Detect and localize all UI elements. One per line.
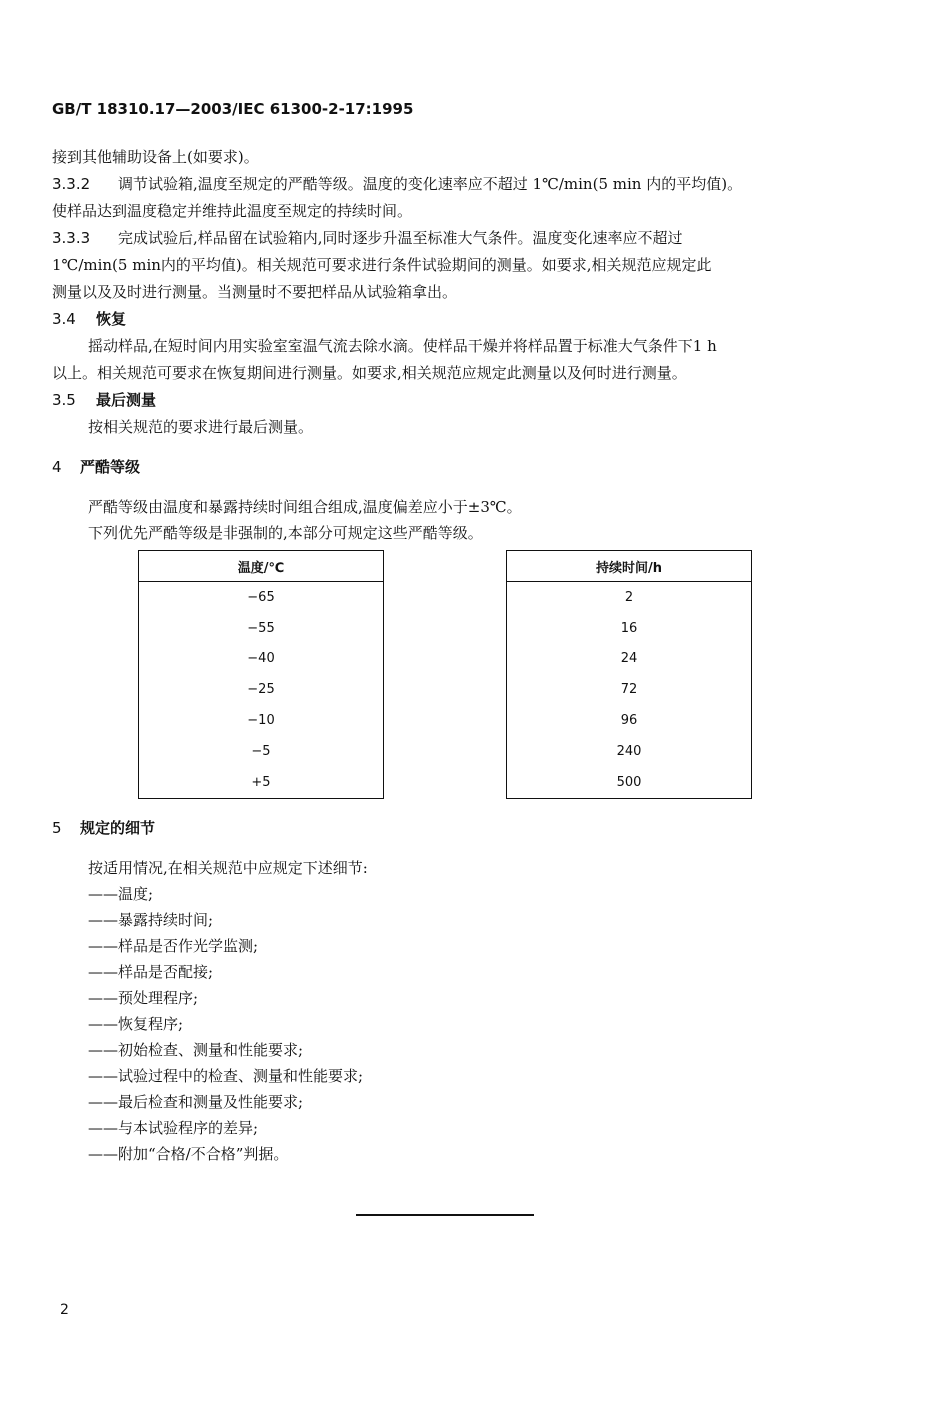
detail-list-item: ——样品是否作光学监测; bbox=[88, 937, 259, 955]
section-4-line-1: 严酷等级由温度和暴露持续时间组合组成,温度偏差应小于±3℃。 bbox=[88, 498, 522, 516]
duration-table bbox=[506, 550, 752, 799]
detail-list-item: ——初始检查、测量和性能要求; bbox=[88, 1041, 304, 1059]
standard-header: GB/T 18310.17—2003/IEC 61300-2-17:1995 bbox=[52, 100, 414, 118]
end-of-text-rule bbox=[356, 1214, 534, 1216]
paragraph-line: 接到其他辅助设备上(如要求)。 bbox=[52, 148, 259, 166]
clause-3-3-2-line-2: 使样品达到温度稳定并维持此温度至规定的持续时间。 bbox=[52, 202, 413, 220]
clause-3-3-3-line-1: 完成试验后,样品留在试验箱内,同时逐步升温至标准大气条件。温度变化速率应不超过 bbox=[118, 229, 683, 247]
detail-list-item: ——恢复程序; bbox=[88, 1015, 184, 1033]
temperature-cell: −5 bbox=[251, 743, 271, 759]
clause-3-3-2-line-1: 调节试验箱,温度至规定的严酷等级。温度的变化速率应不超过 1℃/min(5 min 内的平均值)。 bbox=[118, 175, 743, 193]
clause-number-3-3-2: 3.3.2 bbox=[52, 175, 91, 193]
detail-list-item: ——与本试验程序的差异; bbox=[88, 1119, 259, 1137]
section-number-4: 4 bbox=[52, 458, 62, 476]
detail-list-item: ——最后检查和测量及性能要求; bbox=[88, 1093, 304, 1111]
detail-list-item: ——暴露持续时间; bbox=[88, 911, 214, 929]
duration-cell: 2 bbox=[624, 589, 634, 605]
duration-column-header: 持续时间/h bbox=[507, 551, 752, 582]
detail-list-item: ——试验过程中的检查、测量和性能要求; bbox=[88, 1067, 364, 1085]
temperature-cell: −10 bbox=[247, 713, 275, 729]
section-4-line-2: 下列优先严酷等级是非强制的,本部分可规定这些严酷等级。 bbox=[88, 524, 483, 542]
temperature-column-header: 温度/℃ bbox=[139, 551, 384, 582]
temperature-cell: −25 bbox=[247, 682, 275, 698]
clause-3-3-3-line-3: 测量以及及时进行测量。当测量时不要把样品从试验箱拿出。 bbox=[52, 283, 458, 301]
duration-cell: 96 bbox=[620, 713, 638, 729]
duration-cell: 16 bbox=[620, 620, 638, 636]
temperature-cell: +5 bbox=[251, 774, 271, 790]
detail-list-item: ——预处理程序; bbox=[88, 989, 199, 1007]
section-4-title: 严酷等级 bbox=[80, 458, 141, 476]
clause-3-4-line-1: 摇动样品,在短时间内用实验室室温气流去除水滴。使样品干燥并将样品置于标准大气条件下1 h bbox=[88, 337, 717, 355]
section-5-title: 规定的细节 bbox=[80, 819, 156, 837]
clause-number-3-4: 3.4 bbox=[52, 310, 76, 328]
clause-3-4-title: 恢复 bbox=[96, 310, 127, 328]
clause-3-5-line-1: 按相关规范的要求进行最后测量。 bbox=[88, 418, 314, 436]
temperature-cell: −40 bbox=[247, 651, 275, 667]
clause-number-3-5: 3.5 bbox=[52, 391, 76, 409]
duration-cell: 72 bbox=[620, 682, 638, 698]
page-number: 2 bbox=[60, 1302, 69, 1318]
temperature-cell: −55 bbox=[247, 620, 275, 636]
duration-cell: 24 bbox=[620, 651, 638, 667]
detail-list-item: ——附加“合格/不合格”判据。 bbox=[88, 1145, 289, 1163]
clause-3-5-title: 最后测量 bbox=[96, 391, 157, 409]
temperature-table bbox=[138, 550, 384, 799]
section-number-5: 5 bbox=[52, 819, 62, 837]
temperature-cell: −65 bbox=[247, 589, 275, 605]
section-5-intro: 按适用情况,在相关规范中应规定下述细节: bbox=[88, 859, 368, 877]
detail-list-item: ——样品是否配接; bbox=[88, 963, 214, 981]
clause-3-3-3-line-2: 1℃/min(5 min内的平均值)。相关规范可要求进行条件试验期间的测量。如要求,相关规范应规定此 bbox=[52, 256, 712, 274]
clause-number-3-3-3: 3.3.3 bbox=[52, 229, 91, 247]
duration-cell: 240 bbox=[616, 743, 642, 759]
duration-cell: 500 bbox=[616, 774, 642, 790]
clause-3-4-line-2: 以上。相关规范可要求在恢复期间进行测量。如要求,相关规范应规定此测量以及何时进行测量。 bbox=[52, 364, 687, 382]
detail-list-item: ——温度; bbox=[88, 885, 154, 903]
